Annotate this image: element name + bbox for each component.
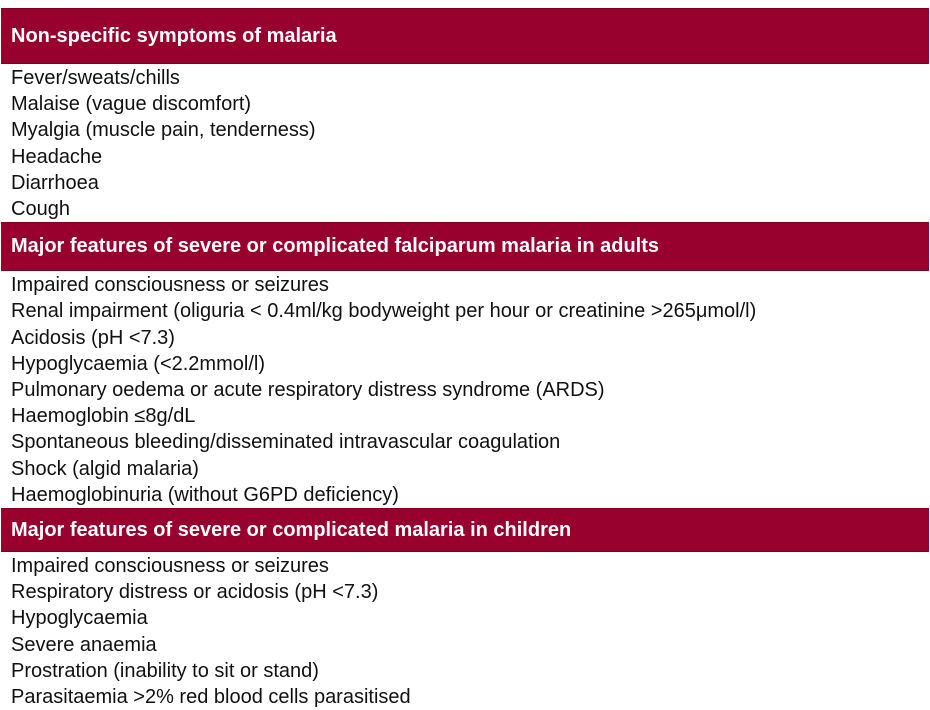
list-item: Cough	[11, 198, 70, 221]
list-item: Acidosis (pH <7.3)	[11, 326, 175, 349]
list-item: Pulmonary oedema or acute respiratory distress syndrome (ARDS)	[11, 379, 605, 402]
list-item: Hypoglycaemia	[11, 607, 148, 630]
section-heading: Non-specific symptoms of malaria	[1, 8, 929, 64]
list-item: Hypoglycaemia (<2.2mmol/l)	[11, 352, 265, 375]
feature-list	[1, 552, 929, 710]
list-item: Respiratory distress or acidosis (pH <7.3)	[11, 581, 379, 604]
section-heading: Major features of severe or complicated falciparum malaria in adults	[1, 222, 929, 271]
list-item: Diarrhoea	[11, 171, 99, 194]
list-item: Headache	[11, 145, 103, 168]
list-item: Shock (algid malaria)	[11, 457, 199, 480]
list-item: Renal impairment (oliguria < 0.4ml/kg bodyweight per hour or creatinine >265μmol/l)	[11, 300, 757, 323]
list-item: Spontaneous bleeding/disseminated intravascular coagulation	[11, 431, 561, 454]
list-item: Impaired consciousness or seizures	[11, 274, 329, 297]
list-item: Impaired consciousness or seizures	[11, 555, 329, 578]
section-non-specific-symptoms	[1, 8, 929, 222]
section-severe-children	[1, 508, 929, 710]
list-item: Parasitaemia >2% red blood cells parasitised	[11, 686, 411, 709]
list-item: Malaise (vague discomfort)	[11, 93, 252, 116]
list-item: Severe anaemia	[11, 633, 157, 656]
list-item: Prostration (inability to sit or stand)	[11, 659, 319, 682]
list-item: Myalgia (muscle pain, tenderness)	[11, 119, 316, 142]
feature-list	[1, 271, 929, 508]
section-heading: Major features of severe or complicated malaria in children	[1, 508, 929, 552]
symptom-list	[1, 64, 929, 222]
list-item: Fever/sweats/chills	[11, 67, 180, 89]
list-item: Haemoglobinuria (without G6PD deficiency)	[11, 483, 399, 506]
list-item: Haemoglobin ≤8g/dL	[11, 405, 196, 428]
malaria-symptoms-table	[1, 8, 929, 710]
section-severe-adults	[1, 222, 929, 508]
